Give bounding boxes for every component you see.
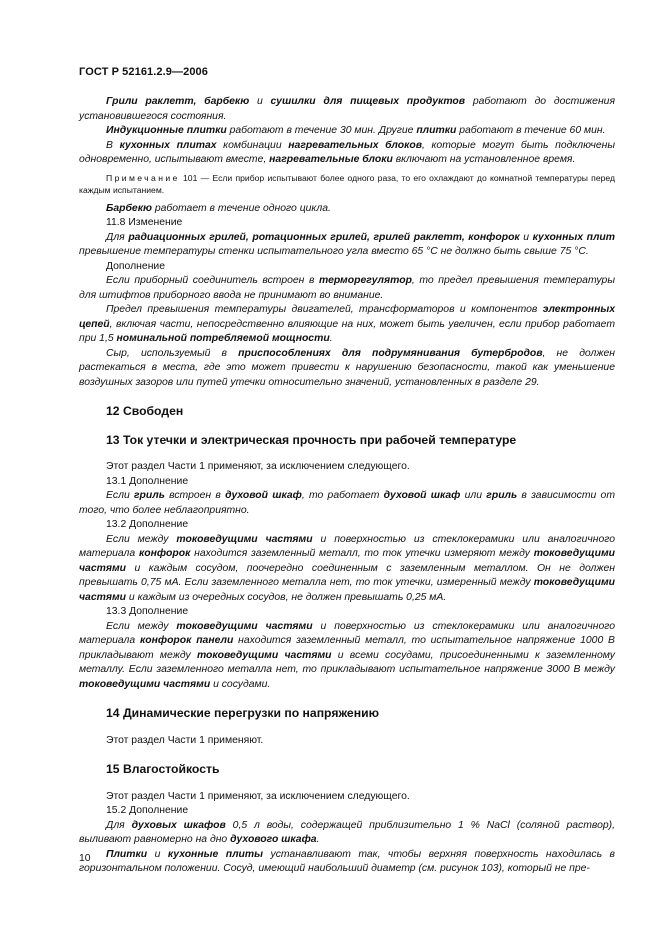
paragraph: Индукционные плитки работают в течение 30 мин. Другие плитки работают в течение 60 мин. (106, 125, 606, 136)
paragraph: Для радиационных грилей, ротационных грилей, грилей раклетт, конфорок и кухонных плит превышение температуры стенки испытательного угла вместо 65 °С не должно быть свыше 75 °С. (79, 231, 615, 257)
paragraph: Если между токоведущими частями и поверхностью из стеклокерамики или аналогичного материала конфорок панели находится заземленный металл, то испытательное напряжение 1000 В прикладывают между токоведущими частями и всеми сосудами, присоединенными к заземленному металлу. Если заземленного металла нет, то прикладывают испытательное напряжение 3000 В между токоведущими частями и сосудами. (79, 620, 616, 690)
paragraph: Если между токоведущими частями и поверхностью из стеклокерамики или аналогичного материала конфорок находится заземленный металл, то ток утечки измеряют между токоведущими частями и каждым сосудом, поочередно соединенным с заземленным металлом. Он не должен превышать 0,75 мА. Если заземленного металла нет, то ток утечки, измеренный между токоведущими частями и каждым из очередных сосудов, не должен превышать 0,25 мА. (79, 533, 616, 603)
paragraph: Этот раздел Части 1 применяют. (106, 734, 264, 746)
subsection-label: 13.2 Дополнение (106, 519, 189, 530)
page-number: 10 (79, 853, 91, 864)
paragraph: В кухонных плитах комбинации нагревательных блоков, которые могут быть подключены одновременно, испытывают вместе, нагревательные блоки включают на установленное время. (79, 139, 615, 165)
paragraph: Сыр, используемый в приспособлениях для подрумянивания бутербродов, не должен растекаться в места, где это может привести к нарушению безопасности, такой как уменьшение воздушных зазоров или путей утечки относительно значений, установленных в разделе 29. (79, 347, 615, 388)
section-heading-12: 12 Свободен (106, 404, 184, 418)
paragraph: Плитки и кухонные плиты устанавливают так, чтобы верхняя поверхность находилась в горизонтальном положении. Сосуд, имеющий наибольший диаметр (см. рисунок 103), который не пре- (79, 848, 615, 874)
section-heading-14: 14 Динамические перегрузки по напряжению (106, 706, 379, 720)
paragraph: Этот раздел Части 1 применяют, за исключением следующего. (106, 461, 410, 472)
paragraph: Барбекю работает в течение одного цикла. (106, 202, 331, 214)
subsection-label: 15.2 Дополнение (106, 805, 189, 816)
subsection-label: 13.3 Дополнение (106, 606, 189, 617)
note (79, 172, 615, 196)
paragraph: Если приборный соединитель встроен в терморегулятор, то предел превышения температуры для штифтов приборного ввода не принимают во внимание. (79, 275, 615, 301)
paragraph: Предел превышения температуры двигателей, трансформаторов и компонентов электронных цепей, включая части, непосредственно влияющие на них, может быть увеличен, если прибор работает при 1,5 номинальной потребляемой мощности. (79, 304, 615, 344)
paragraph: Если гриль встроен в духовой шкаф, то работает духовой шкаф или гриль в зависимости от того, что более неблагоприятно. (79, 490, 615, 516)
subsection-label: 11.8 Изменение (106, 217, 183, 228)
note-text: 101 — Если прибор испытывают более одного раза, то его охлаждают до комнатной температуры перед каждым испытанием. (79, 172, 615, 195)
section-heading-13: 13 Ток утечки и электрическая прочность при рабочей температуре (106, 432, 517, 447)
note-label: Примечание (106, 172, 180, 183)
paragraph: Грили раклетт, барбекю и сушилки для пищевых продуктов работают до достижения установившегося состояния. (79, 96, 615, 122)
document-header: ГОСТ Р 52161.2.9—2006 (79, 66, 208, 78)
paragraph: Для духовых шкафов 0,5 л воды, содержащей приблизительно 1 % NaCl (соляной раствор), выливают равномерно на дно духового шкафа. (79, 819, 615, 845)
section-heading-15: 15 Влагостойкость (106, 762, 220, 776)
document-body (79, 95, 615, 877)
paragraph: Этот раздел Части 1 применяют, за исключением следующего. (106, 790, 410, 802)
addition-label: Дополнение (106, 260, 166, 272)
subsection-label: 13.1 Дополнение (106, 475, 189, 487)
